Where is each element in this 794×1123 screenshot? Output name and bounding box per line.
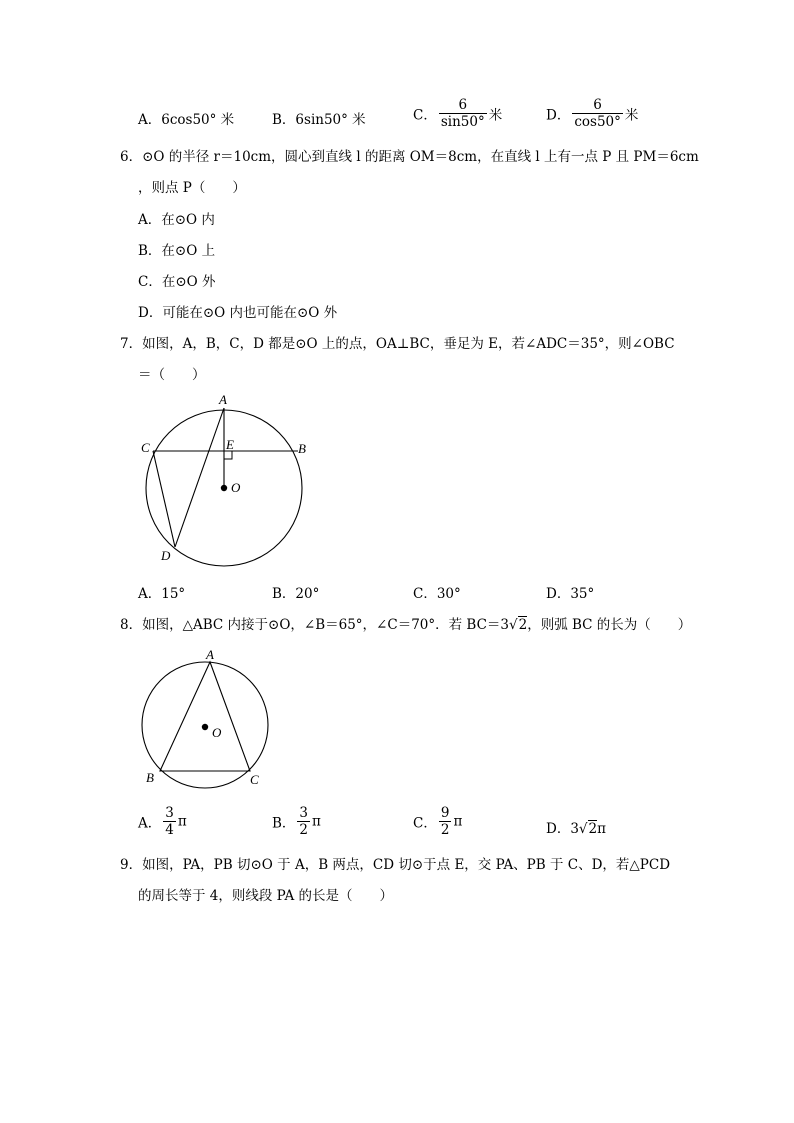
q8-option-a: A． $\frac{3}{4}$ π xyxy=(138,805,187,839)
fraction: $\frac{3}{2}$ xyxy=(299,805,309,839)
q9-stem-line2: 的周长等于 4，则线段 PA 的长是（ ） xyxy=(138,888,394,904)
q7-stem-line1: 7．如图，A，B，C，D 都是⊙O 上的点，OA⊥BC，垂足为 E，若∠ADC＝35°，则∠OBC xyxy=(120,336,675,352)
fraction: $\frac{6}{\sin 50^\circ}$ xyxy=(440,97,485,131)
fraction: $\frac{6}{\cos 50^\circ}$ xyxy=(574,97,621,131)
sqrt-symbol: √ xyxy=(509,617,518,633)
q6-option-a: A．在⊙O 内 xyxy=(138,212,215,228)
center-point xyxy=(221,485,227,491)
q8-figure xyxy=(138,645,278,793)
q7-option-b: B．20° xyxy=(272,586,320,602)
q8-option-c: C． $\frac{9}{2}$ π xyxy=(413,805,463,839)
q7-option-d: D．35° xyxy=(546,586,595,602)
label-a: A xyxy=(219,392,227,407)
label-c: C xyxy=(141,440,150,455)
label-d: D xyxy=(161,548,171,563)
label-b: B xyxy=(146,770,154,785)
label-e: E xyxy=(226,437,234,452)
q7-figure xyxy=(135,390,315,568)
q5-option-a: A．6cos50° 米 xyxy=(138,112,235,128)
segment-ad xyxy=(175,408,224,547)
q8-stem: 8．如图，△ABC 内接于⊙O，∠B＝65°，∠C＝70°．若 BC＝3√2，则弧 BC 的长为（ ） xyxy=(120,617,692,633)
q5-option-d: D． $\frac{6}{\cos 50^\circ}$ 米 xyxy=(546,97,639,131)
q6-stem-line2: ，则点 P（ ） xyxy=(138,180,246,196)
q6-option-b: B．在⊙O 上 xyxy=(138,243,216,259)
center-point xyxy=(202,724,208,730)
q8-option-b: B． $\frac{3}{2}$ π xyxy=(272,805,321,839)
fraction: $\frac{9}{2}$ xyxy=(440,805,450,839)
q6-option-d: D．可能在⊙O 内也可能在⊙O 外 xyxy=(138,305,338,321)
q5-option-b: B．6sin50° 米 xyxy=(272,112,366,128)
q8-option-d: D．3√2π xyxy=(546,821,606,837)
label-o: O xyxy=(212,725,222,740)
sqrt-symbol: √ xyxy=(578,821,588,837)
label-o: O xyxy=(231,480,241,495)
label-a: A xyxy=(206,647,214,662)
q9-stem-line1: 9．如图，PA，PB 切⊙O 于 A，B 两点，CD 切⊙于点 E，交 PA、PB 于 C、D，若△PCD xyxy=(120,857,671,873)
triangle-abc xyxy=(160,662,250,771)
q7-option-c: C．30° xyxy=(413,586,461,602)
label-c: C xyxy=(250,772,259,787)
fraction: $\frac{3}{4}$ xyxy=(165,805,174,839)
label-b: B xyxy=(298,441,306,456)
q6-option-c: C．在⊙O 外 xyxy=(138,274,216,290)
q7-stem-line2: ＝（ ） xyxy=(138,367,206,383)
q6-stem-line1: 6．⊙O 的半径 r＝10cm，圆心到直线 l 的距离 OM＝8cm，在直线 l 上有一点 P 且 PM＝6cm xyxy=(120,149,699,165)
segment-cd xyxy=(153,451,175,547)
right-angle-mark xyxy=(224,451,232,459)
q5-option-c: C． $\frac{6}{\sin 50^\circ}$ 米 xyxy=(413,97,503,131)
q7-option-a: A．15° xyxy=(138,586,186,602)
